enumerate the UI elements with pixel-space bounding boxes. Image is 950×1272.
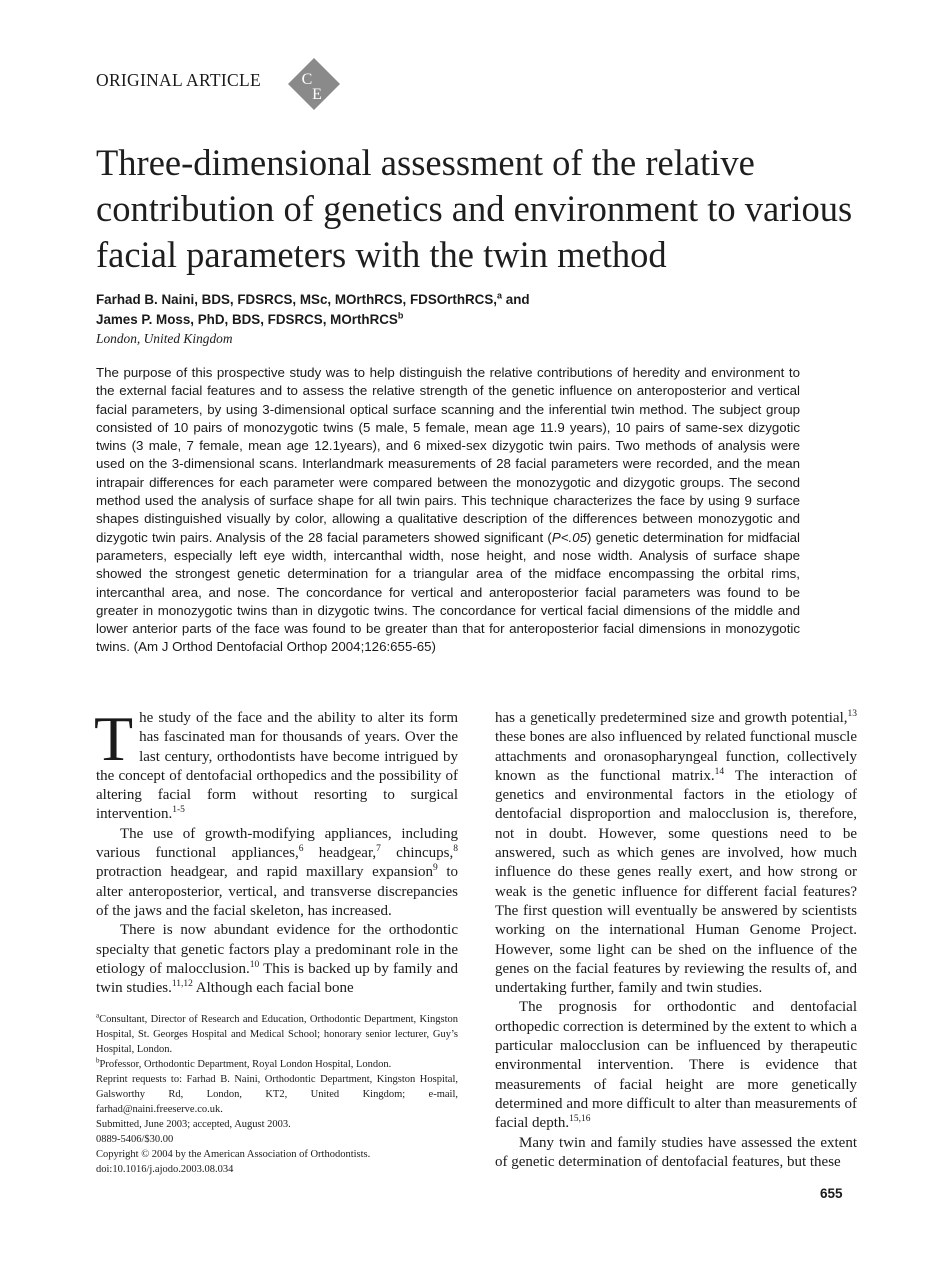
footnote-text: Professor, Orthodontic Department, Royal London Hospital, London. (99, 1059, 392, 1070)
intro-p1-text: he study of the face and the ability to alter its form has fascinated man for thousands of years. Over the last century, orthodontists have become intrigued by the concept of dentofacial orthopedics and the possibility of altering facial form without resorting to surgical intervention. (96, 710, 458, 823)
author-2-name: James P. Moss, PhD, BDS, FDSRCS, MOrthRCS (96, 312, 398, 327)
text-span: The interaction of genetics and environmental factors in the etiology of dentofacial disproportion and malocclusion is, therefore, not in doubt. However, some questions need to be answered, such as which genes are involved, how much influence do these genes really exert, and how strong or weak is the genetic influence for different facial features? The first question will eventually be answered by scientists working on the international Human Genome Project. However, some light can be shed on the influence of the genes on the facial features by reviewing the results of, and undertaking further, family and twin studies. (495, 767, 857, 997)
abstract-part-1: The purpose of this prospective study was to help distinguish the relative contributions of heredity and environment to the external facial features and to assess the relative strength of the genetic influence on anteroposterior and vertical facial parameters, by using 3-dimensional optical surface scanning and the inferential twin method. The subject group consisted of 10 pairs of monozygotic twins (5 male, 5 female, mean age 11.9 years), 10 pairs of same-sex dizygotic twins (3 male, 7 female, mean age 12.1years), and 6 mixed-sex dizygotic twin pairs. Two methods of analysis were used on the 3-dimensional scans. Interlandmark measurements of 28 facial parameters were recorded, and the mean intrapair differences for each parameter were compared between the monozygotic and dizygotic groups. The second method used the analysis of surface shape for all twin pairs. This technique characterizes the face by using 9 surface shapes distinguished visually by color, allowing a qualitative description of the differences between monozygotic and dizygotic twin pairs. Analysis of the 28 facial parameters showed significant ( (96, 365, 800, 545)
author-2 (96, 310, 530, 330)
text-span: chincups, (380, 845, 454, 862)
footnote-mark: b (96, 1056, 100, 1065)
article-title: Three-dimensional assessment of the relative contribution of genetics and environment to various facial parameters with the twin method (96, 142, 853, 275)
ce-letter-e: E (312, 86, 322, 103)
text-span: This is backed up by family and twin studies. (96, 960, 458, 997)
right-paragraph-1 (495, 709, 857, 998)
section-label: ORIGINAL ARTICLE (96, 70, 261, 90)
drop-cap: T (94, 703, 134, 774)
reprint-requests: Reprint requests to: Farhad B. Naini, Orthodontic Department, Kingston Hospital, Galsworthy Rd, London, KT2, United Kingdom; e-mail, farhad@naini.freeserve.co.uk. (96, 1074, 458, 1115)
footnotes (96, 1012, 458, 1177)
author-location: London, United Kingdom (96, 331, 233, 346)
citation-ref: 13 (847, 709, 857, 719)
intro-paragraph-2 (96, 825, 458, 921)
ce-logo (287, 57, 341, 111)
text-span: The use of growth-modifying appliances, including various functional appliances, (96, 825, 458, 862)
citation-ref: 15,16 (569, 1114, 591, 1125)
author-1 (96, 290, 530, 310)
footnote-a (96, 1012, 458, 1057)
citation-ref: 11,12 (171, 979, 193, 990)
footnote-b (96, 1057, 458, 1072)
abstract-p-value: P<.05 (551, 529, 587, 545)
abstract (96, 364, 800, 657)
body-column-left (94, 703, 459, 998)
author-2-affiliation-mark: b (397, 310, 404, 321)
text-span: has a genetically predetermined size and growth potential, (495, 710, 848, 726)
citation-ref: 14 (714, 766, 725, 777)
text-span: headgear, (303, 845, 377, 862)
citation-ref: 8 (453, 844, 459, 855)
author-1-affiliation-mark: a (497, 290, 503, 301)
intro-paragraph-1 (94, 703, 458, 825)
text-span: There is now abundant evidence for the orthodontic specialty that genetic factors play a predominant role in the etiology of malocclusion. (96, 922, 458, 977)
footnote-text: Consultant, Director of Research and Education, Orthodontic Department, Kingston Hospital, St. Georges Hospital and Medical School; honorary senior lecturer, Guy’s Hospital, London. (96, 1014, 458, 1055)
submission-dates: Submitted, June 2003; accepted, August 2003. (96, 1119, 291, 1130)
text-span: these bones are also influenced by related functional muscle attachments and oronasopharyngeal function, collectively known as the functional matrix. (495, 729, 857, 784)
citation-ref: 10 (249, 959, 260, 970)
body-column-right (495, 709, 857, 1172)
citation-ref: 6 (298, 844, 304, 855)
page-number: 655 (820, 1186, 843, 1201)
issn-price: 0889-5406/$30.00 (96, 1134, 174, 1145)
doi: doi:10.1016/j.ajodo.2003.08.034 (96, 1164, 234, 1175)
author-1-name: Farhad B. Naini, BDS, FDSRCS, MSc, MOrthRCS, FDSOrthRCS, (96, 292, 498, 307)
text-span: to alter anteroposterior, vertical, and transverse discrepancies of the jaws and the facial skeleton, has increased. (96, 864, 458, 919)
text-span: Although each facial bone (192, 980, 354, 997)
citation-ref: 9 (432, 863, 438, 874)
author-1-suffix: and (502, 292, 530, 307)
right-paragraph-3: Many twin and family studies have assessed the extent of genetic determination of dentofacial features, but these (495, 1134, 857, 1170)
author-list (96, 290, 530, 330)
text-span: The prognosis for orthodontic and dentofacial orthopedic correction is determined by the extent to which a particular malocclusion can be influenced by therapeutic environmental intervention. There is evidence that measurements of facial height are more genetically determined and more difficult to alter than measurements of facial depth. (495, 999, 857, 1132)
abstract-part-2: ) genetic determination for midfacial parameters, especially left eye width, intercanthal width, nose height, and nose width. Analysis of surface shape showed the strongest genetic determination for a triangular area of the midface encompassing the orbital rims, intercanthal area, and nose. The concordance for vertical and anteroposterior facial parameters was found to be greater in monozygotic twins than in dizygotic twins. The concordance for vertical facial dimensions of the middle and lower anterior parts of the face was found to be greater than that for anteroposterior facial dimensions in monozygotic twins. (Am J Orthod Dentofacial Orthop 2004;126:655-65) (96, 529, 801, 655)
citation-ref: 7 (376, 844, 381, 855)
text-span: protraction headgear, and rapid maxillary expansion (96, 864, 433, 881)
right-paragraph-2 (495, 998, 857, 1133)
citation-ref: 1-5 (172, 805, 185, 816)
intro-paragraph-3 (96, 921, 458, 998)
footnote-mark: a (96, 1011, 100, 1020)
ce-letter-c: C (301, 71, 313, 88)
copyright: Copyright © 2004 by the American Association of Orthodontists. (96, 1149, 371, 1160)
